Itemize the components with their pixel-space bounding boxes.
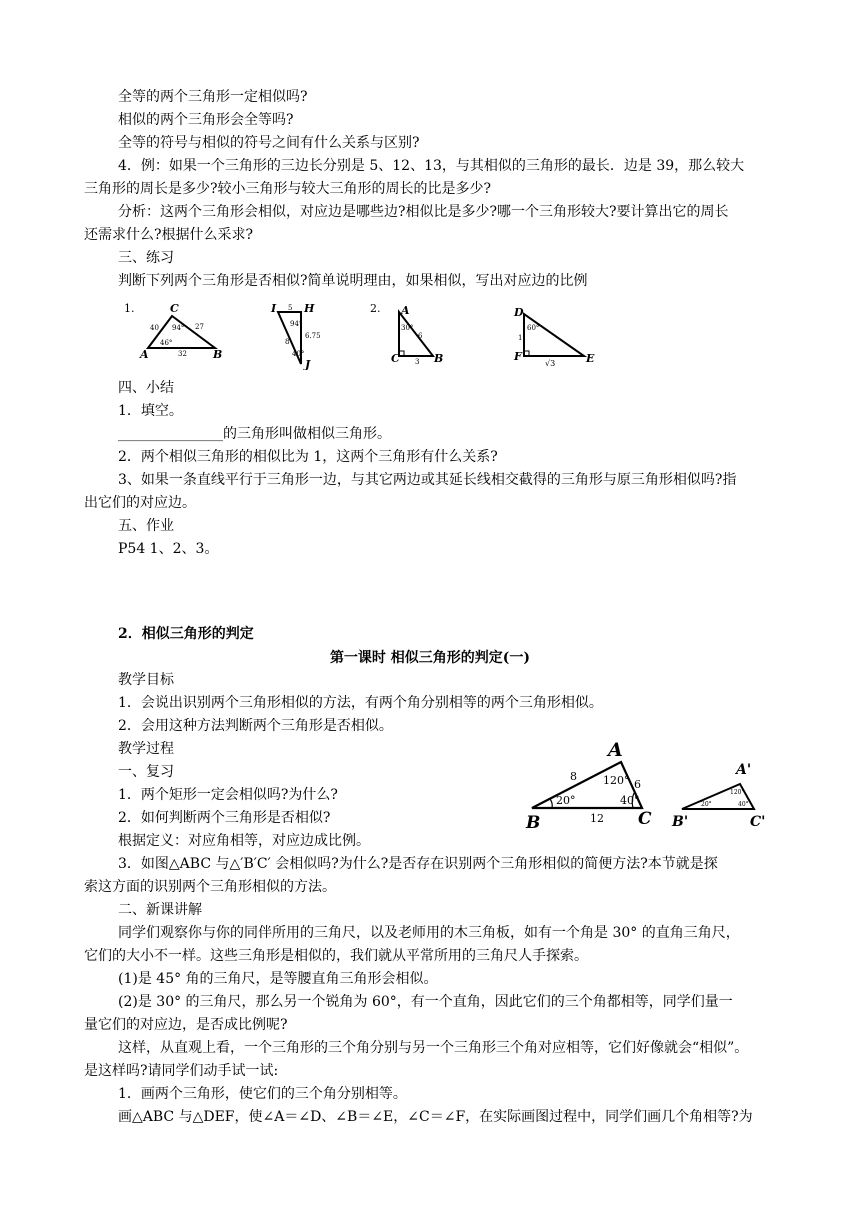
text-line: 1．两个矩形一定会相似吗?为什么? [118,787,338,803]
text-line: P54 1、2、3。 [118,541,219,557]
section-heading: 二、新课讲解 [118,902,202,918]
vertex-label: C [391,352,400,365]
angle-label: 30° [401,324,414,332]
angle-label: 94° [290,320,303,328]
text-line: 它们的大小不一样。这些三角形是相似的，我们就从平常所用的三角尺人手探索。 [84,948,588,964]
text-line: _______________的三角形叫做相似三角形。 [118,426,391,442]
vertex-label: B' [672,814,689,830]
vertex-label: C [638,809,652,829]
angle-label: 40° [292,350,305,358]
side-label: 3 [415,358,420,366]
triangle-dfe [524,314,584,356]
section-heading: 四、小结 [118,380,174,396]
angle-label: 94° [172,324,185,332]
text-line: 教学过程 [118,741,174,757]
side-label: 5 [288,304,293,312]
section-heading: 三、练习 [118,250,174,266]
text-line: 全等的符号与相似的符号之间有什么关系与区别? [118,135,420,151]
angle-label: 40° [738,801,749,808]
vertex-label: C' [750,814,766,830]
text-line: 三角形的周长是多少?较小三角形与较大三角形的周长的比是多少? [84,181,492,197]
side-label: 6.75 [305,332,321,340]
text-line: 是这样吗?请同学们动手试一试: [84,1063,279,1079]
text-line: 画△ABC 与△DEF，使∠A＝∠D、∠B＝∠E，∠C＝∠F，在实际画图过程中，同学们画几个角相等?为 [118,1109,753,1125]
vertex-label: I [271,302,277,315]
angle-label: 20° [701,801,712,808]
angle-label: 60° [527,324,540,332]
text-line: 3．如图△ABC 与△′B′C′ 会相似吗?为什么?是否存在识别两个三角形相似的简便方法?本节就是探 [118,856,718,872]
text-line: 1．填空。 [118,403,183,419]
angle-label: 120° [730,789,745,796]
vertex-label: H [304,302,315,315]
text-line: 量它们的对应边，是否成比例呢? [84,1017,288,1033]
section-title: 2．相似三角形的判定 [118,626,254,642]
angle-label: 20° [556,794,576,807]
text-line: 4．例：如果一个三角形的三边长分别是 5、12、13，与其相似的三角形的最长．边是 39，那么较大 [118,158,745,174]
triangle-acb [399,312,433,356]
text-line: 出它们的对应边。 [84,495,196,511]
vertex-label: A [401,304,410,317]
vertex-label: D [514,306,524,319]
text-line: 教学目标 [118,672,174,688]
side-label: 32 [178,350,187,358]
text-line: 判断下列两个三角形是否相似?简单说明理由，如果相似，写出对应边的比例 [118,273,588,289]
text-line: 2．会用这种方法判断两个三角形是否相似。 [118,718,393,734]
vertex-label: A [608,739,623,761]
exercise-triangles-figure [120,298,620,370]
vertex-label: F [514,350,522,363]
text-line: 同学们观察你与你的同伴所用的三角尺，以及老师用的木三角板，如有一个角是 30° 的直角三角尺， [118,925,740,941]
lesson-title: 第一课时 相似三角形的判定(一) [329,650,531,666]
side-label: 8 [285,338,290,346]
angle-label: 120° [603,774,630,787]
side-label: 6 [418,332,423,340]
vertex-label: C [170,302,179,315]
figure-number: 1. [124,302,135,315]
text-line: (2)是 30° 的三角尺，那么另一个锐角为 60°，有一个直角，因此它们的三个角都相等，同学们量一 [118,994,733,1010]
similar-triangles-figure [520,738,770,830]
text-line: 1．会说出识别两个三角形相似的方法，有两个角分别相等的两个三角形相似。 [118,695,603,711]
vertex-label: B [213,348,223,361]
text-line: 1．画两个三角形，使它们的三个角分别相等。 [118,1086,407,1102]
side-label: 12 [590,812,604,825]
text-line: 2．如何判断两个三角形是否相似? [118,810,331,826]
vertex-label: J [305,358,311,370]
angle-label: 46° [160,339,173,347]
vertex-label: A' [736,762,752,778]
text-line: 2．两个相似三角形的相似比为 1，这两个三角形有什么关系? [118,449,498,465]
text-line: 3、如果一条直线平行于三角形一边，与其它两边或其延长线相交截得的三角形与原三角形相似吗?指 [118,472,737,488]
text-line: 相似的两个三角形会全等吗? [118,112,294,128]
side-label: √3 [545,359,556,368]
angle-label: 40° [620,794,640,807]
text-line: (1)是 45° 角的三角尺，是等腰直角三角形会相似。 [118,971,438,987]
triangle-abc [148,316,215,348]
text-line: 这样，从直观上看，一个三角形的三个角分别与另一个三角形三个角对应相等，它们好像就会“相似”。 [118,1040,749,1056]
vertex-label: B [526,813,541,830]
figure-number: 2. [370,302,381,315]
side-label: 1 [518,334,523,342]
text-line: 还需求什么?根据什么采求? [84,227,254,243]
side-label: 8 [570,770,577,783]
text-line: 索这方面的识别两个三角形相似的方法。 [84,879,336,895]
side-label: 40 [150,324,159,332]
section-heading: 五、作业 [118,518,174,534]
section-heading: 一、复习 [118,764,174,780]
vertex-label: A [140,348,149,361]
vertex-label: B [434,352,444,365]
text-line: 分析：这两个三角形会相似，对应边是哪些边?相似比是多少?哪一个三角形较大?要计算出它的周长 [118,204,729,220]
side-label: 6 [634,778,641,791]
side-label: 27 [195,323,204,331]
text-line: 根据定义：对应角相等，对应边成比例。 [118,833,370,849]
vertex-label: E [586,352,595,365]
text-line: 全等的两个三角形一定相似吗? [118,89,308,105]
angle-arc [550,799,552,808]
